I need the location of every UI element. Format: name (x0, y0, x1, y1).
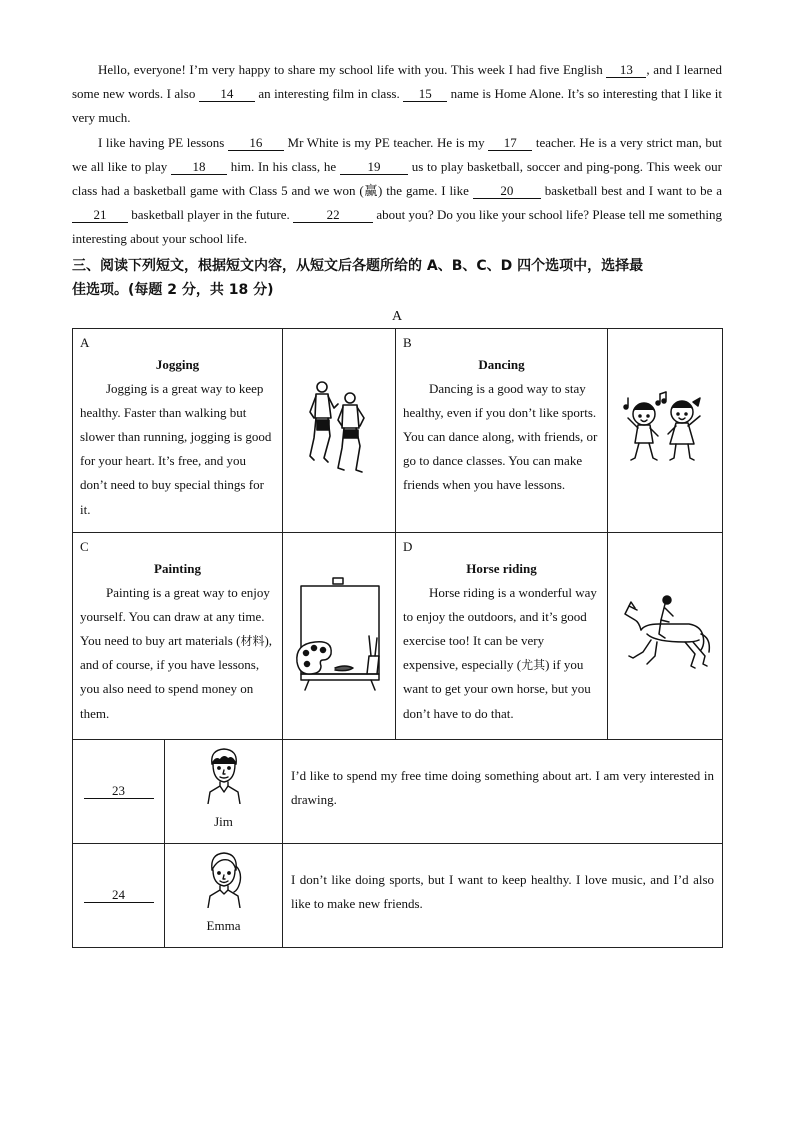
activity-a-text: Jogging is a great way to keep healthy. Faster than walking but slower than running, jogging is good for your heart. It’s free, and you don’t need to buy special things for it. (80, 380, 272, 517)
blank-21[interactable]: 21 (72, 208, 128, 223)
activity-d-letter: D (403, 538, 413, 554)
section-3-heading-line-1: 三、阅读下列短文，根据短文内容，从短文后各题所给的 A、B、C、D 四个选项中，选择最 (72, 257, 644, 274)
emma-statement-cell (283, 843, 723, 947)
activity-c-letter: C (80, 538, 89, 554)
activity-d-cell (396, 532, 608, 739)
section-3-heading-line-2: 佳选项。(每题 2 分，共 18 分) (72, 281, 274, 298)
blank-22[interactable]: 22 (293, 208, 373, 223)
activity-c-gloss: 材料 (240, 634, 265, 649)
person-name-jim: Jim (214, 813, 233, 829)
activity-c-cell (73, 532, 283, 739)
jim-statement-cell (283, 739, 723, 843)
passage-text: basketball player in the future. (128, 207, 294, 223)
activity-a-letter: A (80, 334, 90, 350)
activity-b-cell (396, 328, 608, 532)
passage-text: teacher. He is a very strict man, but we all like to play (72, 134, 723, 174)
activity-c-title: Painting (154, 560, 201, 576)
worksheet-page (72, 58, 722, 948)
jim-statement: I’d like to spend my free time doing something about art. I am very interested in drawing. (291, 767, 715, 807)
passage-text: about you? Do you like your school life? Please tell me something interesting about your school life. (72, 207, 722, 247)
passage-text: an interesting film in class. (254, 86, 404, 102)
activity-d-image-cell (608, 532, 723, 739)
blank-16[interactable]: 16 (228, 136, 284, 151)
girl-portrait-icon (204, 850, 244, 908)
blank-17[interactable]: 17 (488, 136, 532, 151)
blank-24[interactable]: 24 (84, 888, 154, 903)
person-row-jim (73, 739, 723, 843)
answer-cell-24 (73, 843, 165, 947)
activity-b-text: Dancing is a good way to stay healthy, even if you don’t like sports. You can dance along, with friends, or go to dance classes. You can make friends when you have lessons. (403, 380, 598, 493)
activity-row-ab (73, 328, 723, 532)
passage-text: him. In his class, he (227, 158, 340, 174)
activity-b-letter: B (403, 334, 412, 350)
activity-b-image-cell (608, 328, 723, 532)
activity-c-image-cell (283, 532, 396, 739)
blank-23[interactable]: 23 (84, 784, 154, 799)
activity-c-text: ), and of course, if you have lessons, you also need to spend money on them. (80, 633, 273, 721)
activity-row-cd (73, 532, 723, 739)
blank-14[interactable]: 14 (199, 87, 255, 102)
activity-b-title: Dancing (478, 356, 525, 372)
dancers-icon (620, 388, 710, 468)
emma-portrait-cell (165, 843, 283, 947)
activity-d-text: Horse riding is a wonderful way to enjoy the outdoors, and it’s good exercise too! It can be very expensive, especially ( (403, 584, 597, 673)
answer-cell-23 (73, 739, 165, 843)
easel-palette-icon (289, 574, 389, 694)
blank-20[interactable]: 20 (473, 184, 541, 199)
activity-a-title: Jogging (155, 356, 200, 372)
person-name-emma: Emma (206, 917, 241, 933)
emma-statement: I don’t like doing sports, but I want to keep healthy. I love music, and I’d also like to make new friends. (291, 871, 715, 911)
blank-13[interactable]: 13 (606, 63, 646, 78)
passage-paragraph-1 (72, 58, 722, 131)
activity-d-gloss: 尤其 (521, 658, 546, 673)
section-3-heading (72, 254, 722, 302)
activity-a-cell (73, 328, 283, 532)
blank-15[interactable]: 15 (403, 87, 447, 102)
passage-text: I like having PE lessons (98, 134, 228, 150)
joggers-icon (304, 378, 374, 478)
blank-19[interactable]: 19 (340, 160, 408, 175)
boy-portrait-icon (204, 746, 244, 804)
horse-rider-icon (615, 594, 715, 674)
activity-d-text: ) if you want to get your own horse, but you don’t have to do that. (403, 657, 591, 721)
passage-text: Hello, everyone! I’m very happy to share my school life with you. This week I had five English (98, 62, 607, 77)
person-row-emma (73, 843, 723, 947)
passage-text: name is Home Alone. It’s so interesting that I like it very much. (72, 86, 722, 126)
jim-portrait-cell (165, 739, 283, 843)
activity-a-image-cell (283, 328, 396, 532)
blank-18[interactable]: 18 (171, 160, 227, 175)
passage-paragraph-2 (72, 131, 722, 252)
passage-letter: A (391, 308, 403, 324)
activity-c-text: Painting is a great way to enjoy yourself. You can draw at any time. You need to buy art materials ( (80, 584, 270, 649)
activity-d-title: Horse riding (466, 560, 537, 576)
passage-text: us to play basketball, soccer and ping-pong. This week our class had a basketball game with Class 5 and we won (赢) the game. I like (72, 158, 722, 199)
passage-text: basketball best and I want to be a (540, 183, 723, 199)
reading-matching-table (72, 328, 723, 948)
passage-text: Mr White is my PE teacher. He is my (283, 134, 489, 150)
passage-text: , and I learned some new words. I also (72, 62, 722, 102)
